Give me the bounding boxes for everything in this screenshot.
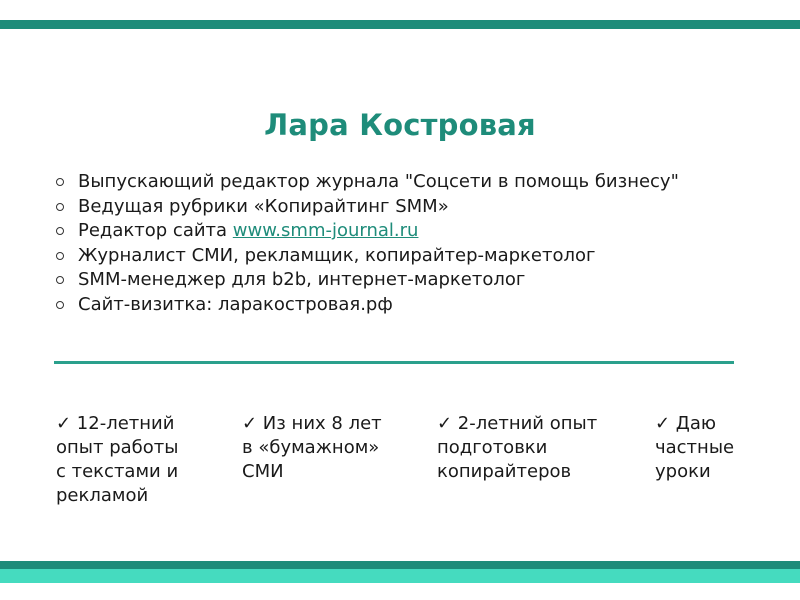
fact-line: копирайтеров <box>437 461 572 482</box>
list-item-text: Выпускающий редактор журнала "Соцсети в помощь бизнесу" <box>78 171 679 192</box>
fact-line: рекламой <box>56 485 149 506</box>
fact-training <box>437 412 637 484</box>
fact-lessons <box>655 412 775 484</box>
circle-bullet-icon <box>56 252 64 260</box>
fact-line: подготовки <box>437 437 548 458</box>
page-title: Лара Костровая <box>264 108 536 142</box>
top-accent-bar <box>0 20 800 29</box>
fact-line: с текстами и <box>56 461 179 482</box>
website-link[interactable]: www.smm-journal.ru <box>232 220 419 241</box>
list-item <box>56 195 679 220</box>
list-item <box>56 170 679 195</box>
circle-bullet-icon <box>56 178 64 186</box>
fact-line: частные <box>655 437 735 458</box>
list-item <box>56 293 679 318</box>
fact-print-media <box>242 412 412 484</box>
fact-line: ✓ 2-летний опыт <box>437 413 598 434</box>
bio-list <box>56 170 679 317</box>
fact-line: СМИ <box>242 461 284 482</box>
list-item <box>56 219 679 244</box>
bottom-accent-bar-dark <box>0 561 800 569</box>
list-item-text: Ведущая рубрики «Копирайтинг SMM» <box>78 195 449 217</box>
section-divider <box>54 361 734 364</box>
fact-line: уроки <box>655 461 711 482</box>
list-item-text: Сайт-визитка: ларакостровая.рф <box>78 293 393 315</box>
fact-line: ✓ Даю <box>655 413 717 434</box>
circle-bullet-icon <box>56 276 64 284</box>
list-item <box>56 244 679 269</box>
circle-bullet-icon <box>56 203 64 211</box>
list-item-text: SMM-менеджер для b2b, интернет-маркетолог <box>78 269 526 290</box>
circle-bullet-icon <box>56 301 64 309</box>
list-item-text: Редактор сайта <box>78 220 233 241</box>
fact-line: ✓ 12-летний <box>56 413 175 434</box>
list-item-text: Журналист СМИ, рекламщик, копирайтер-маркетолог <box>78 244 596 266</box>
fact-line: опыт работы <box>56 437 179 458</box>
bottom-accent-bar-light <box>0 569 800 583</box>
circle-bullet-icon <box>56 227 64 235</box>
fact-line: ✓ Из них 8 лет <box>242 413 382 434</box>
fact-experience <box>56 412 206 508</box>
list-item <box>56 268 679 293</box>
fact-line: в «бумажном» <box>242 437 380 458</box>
